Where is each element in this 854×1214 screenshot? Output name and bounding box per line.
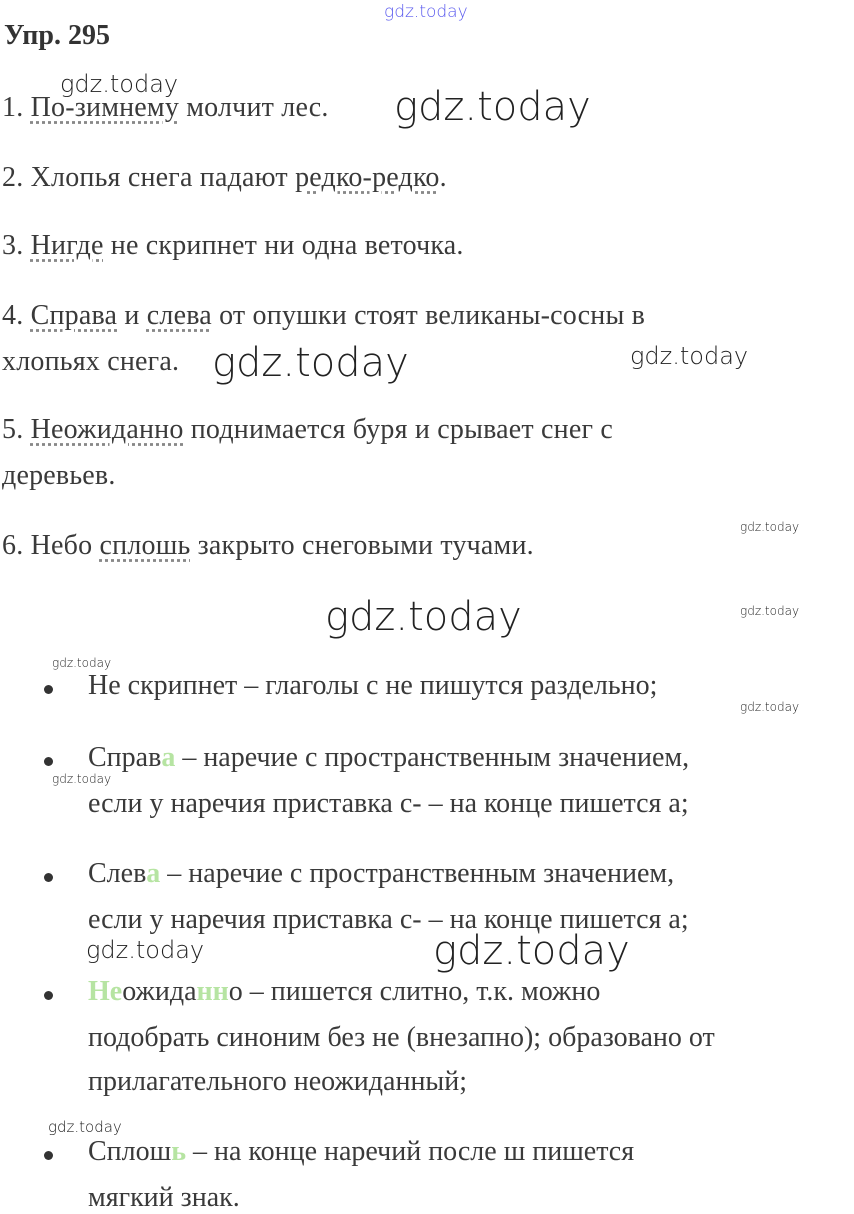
- watermark: gdz.today: [325, 594, 522, 640]
- sentence-4-cont: хлопьях снега.: [2, 346, 180, 377]
- bullet-dot: [44, 873, 53, 882]
- watermark: gdz.today: [212, 340, 409, 386]
- watermark: gdz.today: [433, 928, 630, 974]
- sentence-6: 6. Небо сплошь закрыто снеговыми тучами.: [2, 530, 534, 561]
- watermark: gdz.today: [394, 84, 591, 130]
- sentence-2: 2. Хлопья снега падают редко-редко.: [2, 162, 447, 193]
- sentence-1: 1. По-зимнему молчит лес.: [2, 92, 329, 123]
- watermark: gdz.today: [60, 70, 179, 98]
- bullet-dot: [44, 685, 53, 694]
- bullet-dot: [44, 757, 53, 766]
- watermark: gdz.today: [740, 520, 800, 534]
- exercise-title: Упр. 295: [4, 20, 110, 51]
- watermark: gdz.today: [52, 772, 112, 786]
- sentence-3: 3. Нигде не скрипнет ни одна веточка.: [2, 230, 464, 261]
- watermark: gdz.today: [740, 604, 800, 618]
- bullet-dot: [44, 991, 53, 1000]
- sentence-5-cont: деревьев.: [2, 460, 116, 491]
- watermark: gdz.today: [48, 1118, 122, 1136]
- watermark: gdz.today: [52, 656, 112, 670]
- sentence-5: 5. Неожиданно поднимается буря и срывает снег с: [2, 414, 613, 445]
- sentence-4: 4. Справа и слева от опушки стоят великаны-сосны в: [2, 300, 646, 331]
- watermark: gdz.today: [740, 700, 800, 714]
- bullet-dot: [44, 1151, 53, 1160]
- watermark-top: gdz.today: [384, 2, 468, 22]
- watermark: gdz.today: [86, 936, 205, 964]
- watermark: gdz.today: [630, 342, 749, 370]
